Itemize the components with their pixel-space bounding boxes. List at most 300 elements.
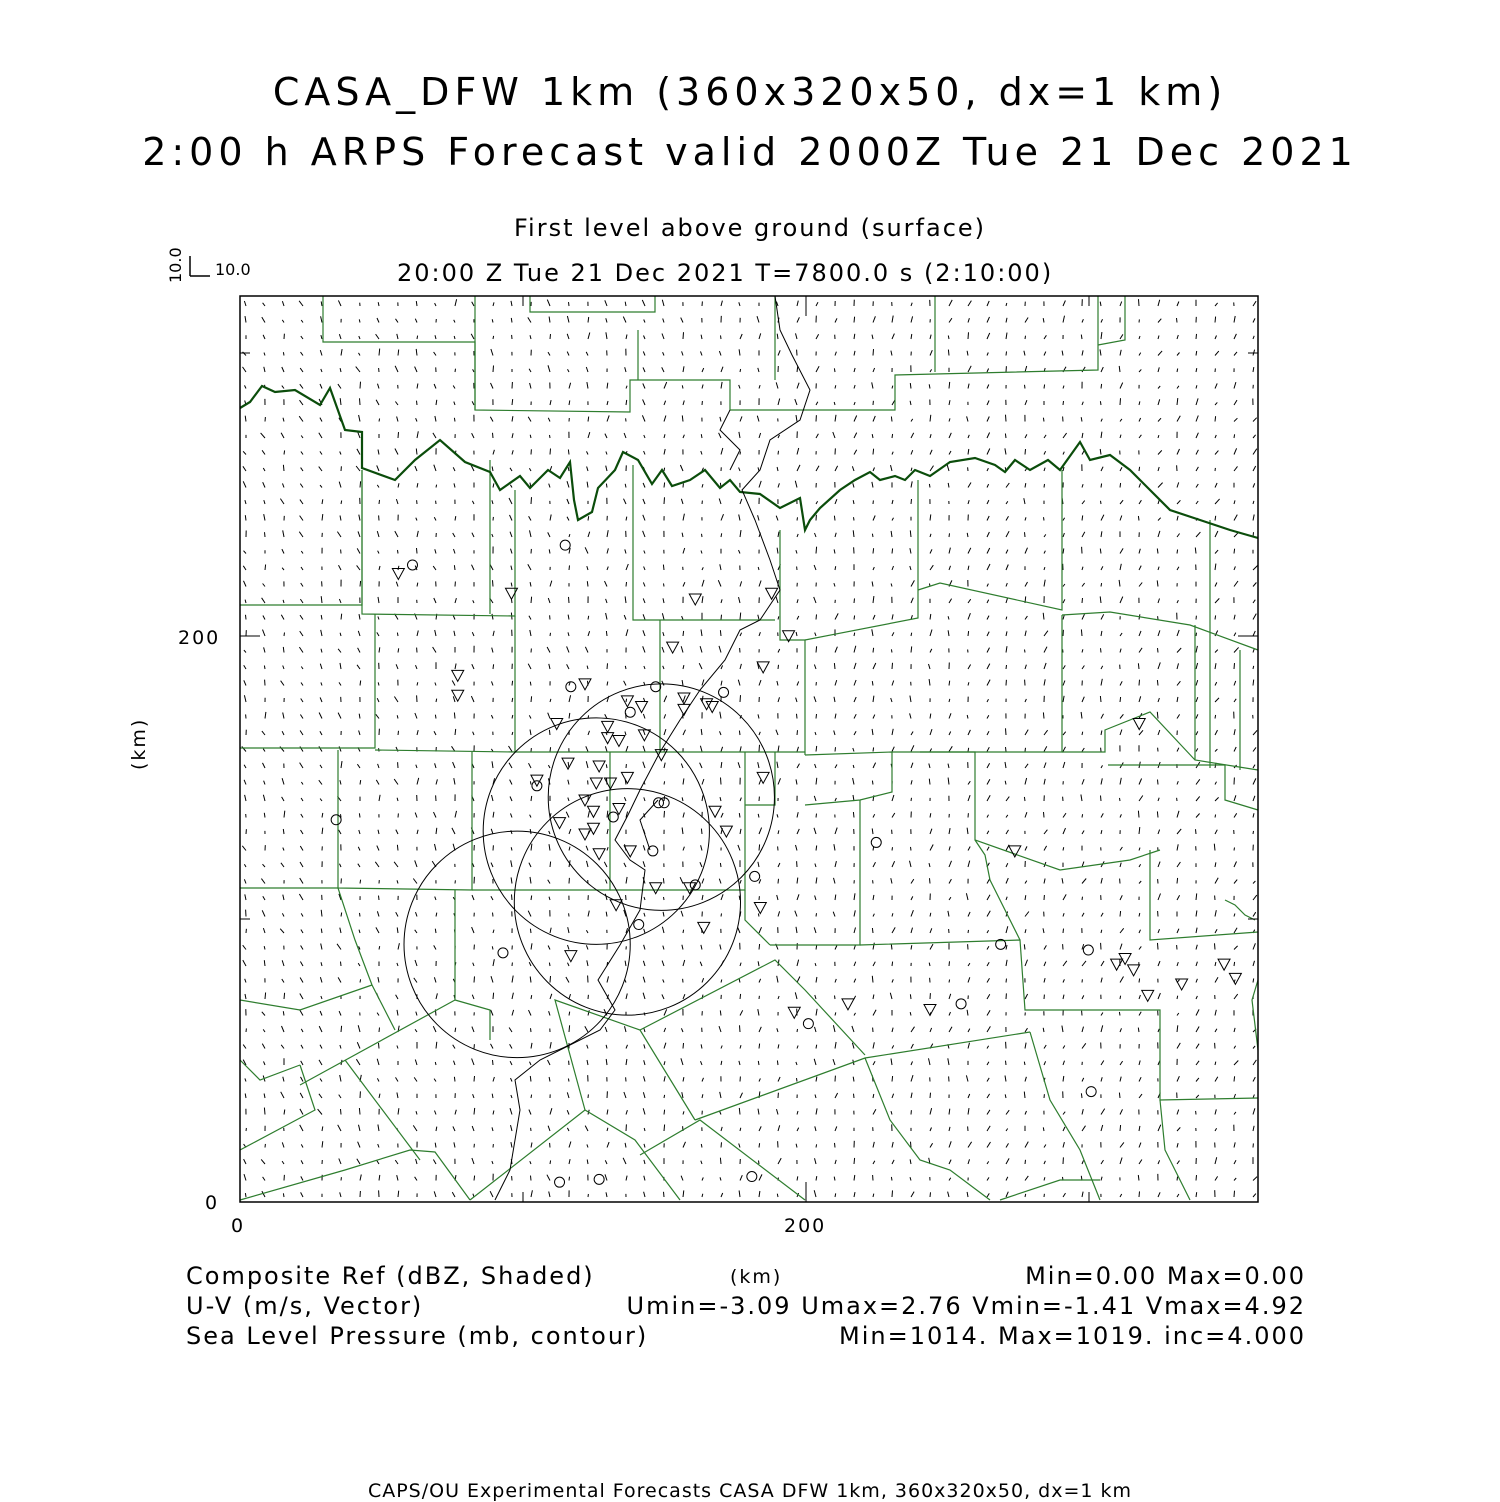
wind-vector	[585, 1026, 588, 1032]
wind-vector	[949, 1178, 951, 1181]
wind-vector	[340, 663, 341, 669]
wind-vector	[341, 349, 342, 355]
wind-vector	[664, 729, 666, 735]
wind-vector	[511, 860, 512, 867]
wind-vector	[1043, 318, 1044, 322]
wind-vector	[1063, 548, 1064, 553]
wind-vector	[1139, 401, 1140, 405]
wind-vector	[301, 913, 303, 916]
wind-vector	[1234, 418, 1237, 421]
wind-vector	[492, 1094, 493, 1098]
wind-vector	[263, 482, 265, 487]
wind-vector	[529, 468, 531, 471]
wind-vector	[776, 596, 778, 603]
wind-vector	[512, 732, 513, 735]
wind-vector	[740, 1093, 743, 1098]
wind-vector	[892, 861, 895, 867]
wind-vector	[778, 996, 779, 999]
wind-vector	[585, 647, 588, 653]
wind-vector	[512, 416, 513, 421]
wind-vector	[262, 1044, 265, 1049]
wind-vector	[759, 385, 760, 388]
wind-vector	[340, 452, 341, 455]
wind-vector	[987, 946, 989, 949]
wind-vector	[778, 697, 780, 702]
wind-vector	[1139, 1191, 1140, 1197]
wind-vector	[549, 831, 550, 834]
wind-vector	[244, 301, 246, 306]
wind-vector	[301, 436, 303, 439]
wind-vector	[338, 713, 341, 719]
wind-vector	[1196, 334, 1197, 339]
wind-vector	[701, 945, 702, 950]
wind-vector	[492, 1161, 493, 1164]
wind-vector	[264, 367, 265, 372]
wind-vector	[987, 763, 990, 768]
wind-vector	[624, 615, 626, 619]
wind-vector	[395, 1160, 398, 1164]
wind-vector	[320, 731, 322, 735]
wind-vector	[683, 994, 685, 999]
wind-vector	[1063, 813, 1066, 817]
wind-vector	[1234, 699, 1236, 702]
wind-vector	[375, 862, 379, 867]
wind-vector	[493, 631, 494, 636]
wind-vector	[359, 830, 360, 834]
wind-vector	[281, 615, 284, 620]
wind-vector	[567, 481, 569, 487]
wind-vector	[1025, 385, 1026, 389]
wind-vector	[873, 449, 874, 455]
wind-vector	[968, 449, 969, 455]
wind-vector	[1043, 1028, 1044, 1032]
wind-vector	[1253, 765, 1255, 768]
wind-vector	[1215, 516, 1216, 521]
wind-vector	[530, 630, 531, 636]
wind-vector	[1025, 1160, 1026, 1164]
wind-vector	[1120, 814, 1121, 817]
wind-vector	[681, 764, 683, 769]
wind-vector	[968, 1159, 970, 1164]
wind-vector	[587, 1160, 588, 1165]
wind-vector	[740, 452, 741, 455]
wind-vector	[663, 912, 664, 917]
wind-vector	[835, 415, 836, 422]
wind-vector	[721, 665, 723, 669]
wind-vector	[835, 1012, 836, 1015]
wind-vector	[968, 682, 969, 685]
wind-vector	[550, 1108, 552, 1114]
wind-vector	[642, 300, 645, 306]
wind-vector	[854, 979, 856, 983]
wind-vector	[835, 680, 837, 685]
wind-vector	[472, 895, 474, 900]
wind-vector	[530, 977, 531, 983]
wind-vector	[815, 1126, 816, 1131]
wind-vector	[702, 978, 704, 982]
wind-vector	[1139, 696, 1141, 702]
wind-vector	[683, 665, 684, 669]
wind-vector	[1101, 384, 1102, 389]
county-line	[240, 985, 372, 1010]
wind-vector	[987, 1010, 990, 1015]
wind-vector	[264, 1094, 265, 1099]
wind-vector	[1082, 748, 1084, 752]
wind-vector	[987, 353, 988, 356]
wind-vector	[929, 963, 930, 966]
wind-vector	[777, 814, 778, 817]
wind-vector	[1082, 350, 1083, 355]
wind-vector	[911, 303, 912, 306]
wind-vector	[759, 1161, 760, 1165]
wind-vector	[740, 746, 741, 751]
wind-vector	[1196, 962, 1197, 966]
wind-vector	[968, 483, 971, 488]
wind-vector	[890, 993, 892, 999]
wind-vector	[396, 830, 398, 834]
wind-vector	[453, 762, 455, 768]
wind-vector	[339, 830, 341, 834]
wind-vector	[359, 614, 360, 619]
wind-vector	[797, 960, 799, 966]
wind-vector	[300, 1125, 303, 1131]
wind-vector	[624, 797, 626, 801]
wind-vector	[492, 467, 493, 472]
wind-vector	[357, 1042, 360, 1048]
wind-vector	[1063, 452, 1064, 455]
wind-vector	[1253, 680, 1254, 686]
wind-vector	[379, 896, 380, 900]
wind-vector	[321, 910, 322, 917]
wind-vector	[605, 434, 607, 438]
wind-vector	[778, 435, 780, 438]
wind-vector	[320, 799, 322, 801]
wind-vector	[911, 1192, 914, 1197]
wind-vector	[1215, 650, 1218, 653]
wind-vector	[1253, 483, 1255, 487]
wind-vector	[245, 600, 246, 603]
wind-vector	[1062, 878, 1063, 883]
wind-vector	[1158, 698, 1159, 702]
wind-vector	[872, 482, 873, 488]
wind-vector	[454, 1142, 455, 1147]
wind-vector	[435, 683, 436, 686]
wind-vector	[1025, 1194, 1026, 1197]
wind-vector	[455, 598, 456, 603]
wind-vector	[1215, 782, 1217, 785]
wind-vector	[663, 632, 664, 636]
wind-vector	[1234, 994, 1238, 999]
wind-vector	[1006, 1129, 1008, 1132]
wind-vector	[816, 466, 819, 471]
wind-vector	[1158, 418, 1161, 421]
wind-vector	[702, 680, 704, 686]
wind-vector	[244, 1159, 246, 1164]
wind-vector	[397, 1010, 398, 1016]
wind-vector	[530, 730, 531, 736]
wind-vector	[338, 300, 341, 306]
wind-vector	[550, 334, 551, 339]
wind-vector	[436, 993, 437, 999]
wind-vector	[662, 367, 664, 372]
wind-vector	[587, 1045, 588, 1049]
wind-vector	[1063, 467, 1064, 471]
wind-vector	[1158, 894, 1161, 901]
wind-vector	[301, 468, 303, 471]
wind-vector	[512, 450, 513, 454]
wind-vector	[1214, 844, 1215, 851]
wind-vector	[1006, 926, 1008, 933]
wind-vector	[740, 829, 741, 834]
wind-vector	[721, 615, 722, 620]
wind-vector	[397, 845, 398, 851]
wind-vector	[852, 1026, 854, 1032]
radar-ring	[514, 789, 740, 1016]
wind-vector	[816, 746, 817, 752]
wind-vector	[605, 1174, 607, 1180]
wind-vector	[320, 1079, 322, 1082]
wind-vector	[626, 335, 627, 340]
wind-vector	[550, 699, 551, 702]
wind-vector	[739, 1061, 740, 1065]
wind-vector	[1044, 679, 1045, 685]
wind-vector	[1063, 1112, 1065, 1115]
wind-vector	[1234, 533, 1238, 537]
wind-vector	[1139, 1061, 1140, 1066]
station-circle-icon	[498, 948, 508, 958]
wind-vector	[435, 549, 436, 553]
county-line	[745, 890, 770, 945]
wind-vector	[643, 993, 645, 999]
station-circle-icon	[1086, 1087, 1096, 1097]
station-triangle-icon	[593, 761, 605, 772]
legend-field2-stats: Umin=-3.09 Umax=2.76 Vmin=-1.41 Vmax=4.92	[627, 1292, 1306, 1320]
wind-vector	[625, 1026, 627, 1032]
wind-vector	[664, 401, 666, 405]
wind-vector	[1215, 929, 1217, 933]
wind-vector	[531, 1143, 532, 1148]
wind-vector	[301, 452, 303, 455]
wind-vector	[701, 1044, 702, 1048]
wind-vector	[359, 714, 360, 719]
wind-vector	[1139, 369, 1141, 372]
wind-vector	[359, 336, 360, 339]
wind-vector	[339, 482, 341, 488]
wind-vector	[548, 418, 550, 422]
wind-vector	[511, 583, 512, 587]
wind-vector	[511, 318, 512, 323]
wind-vector	[1101, 978, 1102, 983]
wind-vector	[987, 978, 990, 982]
wind-vector	[853, 483, 854, 487]
wind-vector	[264, 353, 265, 356]
wind-vector	[1006, 516, 1009, 520]
wind-vector	[816, 977, 817, 983]
wind-vector	[530, 335, 531, 339]
wind-vector	[606, 1045, 607, 1049]
wind-vector	[569, 1177, 570, 1181]
wind-vector	[740, 499, 742, 504]
wind-vector	[1215, 336, 1217, 340]
wind-vector	[337, 944, 341, 950]
wind-vector	[1063, 599, 1065, 603]
wind-vector	[492, 1127, 493, 1131]
wind-vector	[1025, 517, 1026, 520]
wind-vector	[568, 963, 570, 966]
wind-vector	[398, 731, 399, 735]
wind-vector	[531, 1190, 532, 1197]
wind-vector	[911, 1044, 913, 1049]
wind-vector	[606, 466, 607, 471]
county-line	[455, 890, 490, 1040]
wind-vector	[873, 567, 874, 570]
wind-vector	[624, 681, 626, 686]
wind-vector	[719, 499, 721, 505]
wind-vector	[778, 399, 780, 406]
wind-vector	[758, 515, 759, 520]
wind-vector	[1006, 897, 1007, 900]
wind-vector	[683, 582, 685, 586]
wind-vector	[1234, 813, 1237, 817]
wind-vector	[284, 1110, 285, 1115]
wind-vector	[778, 1044, 779, 1048]
wind-vector	[1063, 433, 1067, 438]
wind-vector	[739, 1108, 740, 1115]
wind-vector	[549, 963, 550, 966]
wind-vector	[643, 582, 645, 586]
wind-vector	[626, 564, 628, 570]
wind-vector	[282, 301, 284, 306]
wind-vector	[759, 680, 761, 685]
wind-vector	[1196, 633, 1197, 636]
wind-vector	[929, 1058, 931, 1065]
wind-vector	[702, 1078, 704, 1082]
wind-vector	[929, 484, 930, 488]
wind-vector	[1215, 730, 1218, 735]
wind-vector	[491, 896, 493, 900]
wind-vector	[264, 1108, 265, 1115]
wind-vector	[530, 1161, 531, 1164]
wind-vector	[1101, 419, 1102, 422]
wind-vector	[454, 631, 455, 636]
wind-vector	[1044, 846, 1047, 851]
wind-vector	[1196, 351, 1197, 356]
wind-vector	[1177, 1161, 1180, 1164]
station-circle-icon	[566, 682, 576, 692]
wind-vector	[778, 778, 781, 784]
wind-vector	[644, 1192, 645, 1197]
wind-vector	[606, 318, 607, 322]
wind-vector	[873, 862, 876, 867]
wind-vector	[1215, 402, 1217, 405]
wind-vector	[1063, 316, 1065, 323]
county-line	[918, 470, 1062, 610]
wind-vector	[1100, 596, 1101, 603]
wind-vector	[624, 1092, 626, 1098]
wind-vector	[1101, 631, 1102, 636]
wind-vector	[1005, 1094, 1006, 1098]
wind-vector	[360, 481, 361, 487]
wind-vector	[911, 499, 912, 504]
wind-vector	[1234, 1028, 1235, 1032]
wind-vector	[320, 451, 322, 454]
wind-vector	[835, 385, 836, 388]
wind-vector	[1100, 349, 1101, 355]
wind-vector	[1025, 548, 1028, 554]
wind-vector	[377, 846, 379, 851]
wind-vector	[835, 979, 836, 983]
wind-vector	[397, 715, 398, 718]
wind-vector	[358, 631, 360, 636]
wind-vector	[397, 927, 398, 933]
wind-vector	[379, 1175, 380, 1181]
wind-vector	[721, 913, 722, 916]
wind-vector	[1196, 945, 1197, 950]
wind-vector	[949, 1160, 951, 1164]
wind-vector	[797, 894, 799, 900]
wind-vector	[528, 564, 531, 570]
wind-vector	[1082, 779, 1084, 784]
wind-vector	[701, 845, 702, 850]
wind-vector	[472, 1158, 474, 1164]
wind-vector	[606, 1192, 607, 1197]
wind-vector	[625, 549, 626, 553]
wind-vector	[530, 815, 531, 818]
wind-vector	[263, 616, 265, 620]
wind-vector	[301, 1045, 303, 1049]
wind-vector	[341, 614, 342, 620]
wind-vector	[1082, 614, 1085, 619]
wind-vector	[778, 649, 780, 653]
wind-vector	[664, 811, 665, 818]
wind-vector	[472, 863, 474, 867]
wind-vector	[301, 1192, 303, 1197]
wind-vector	[395, 366, 398, 372]
wind-vector	[873, 416, 875, 422]
wind-vector	[606, 912, 607, 917]
wind-vector	[473, 369, 474, 372]
wind-vector	[1044, 746, 1047, 751]
wind-vector	[947, 465, 949, 471]
wind-vector	[987, 449, 990, 455]
wind-vector	[701, 729, 702, 735]
wind-vector	[740, 994, 741, 999]
wind-vector	[1177, 895, 1180, 900]
wind-vector	[377, 531, 379, 537]
wind-vector	[892, 1045, 894, 1048]
wind-vector	[777, 1109, 779, 1114]
wind-vector	[322, 1126, 323, 1131]
wind-vector	[1120, 334, 1123, 339]
wind-vector	[284, 811, 285, 818]
wind-vector	[834, 663, 835, 669]
wind-vector	[472, 565, 475, 570]
wind-vector	[1006, 583, 1007, 586]
wind-vector	[1196, 996, 1197, 999]
wind-vector	[359, 319, 360, 322]
wind-vector	[319, 746, 322, 751]
wind-vector	[891, 944, 892, 949]
wind-vector	[435, 335, 436, 339]
county-line	[1000, 1180, 1100, 1200]
wind-vector	[721, 1046, 722, 1049]
wind-vector	[682, 533, 683, 537]
wind-vector	[245, 385, 247, 388]
wind-vector	[548, 532, 550, 537]
wind-vector	[721, 1142, 722, 1147]
wind-vector	[1044, 779, 1045, 785]
wind-vector	[262, 731, 265, 735]
